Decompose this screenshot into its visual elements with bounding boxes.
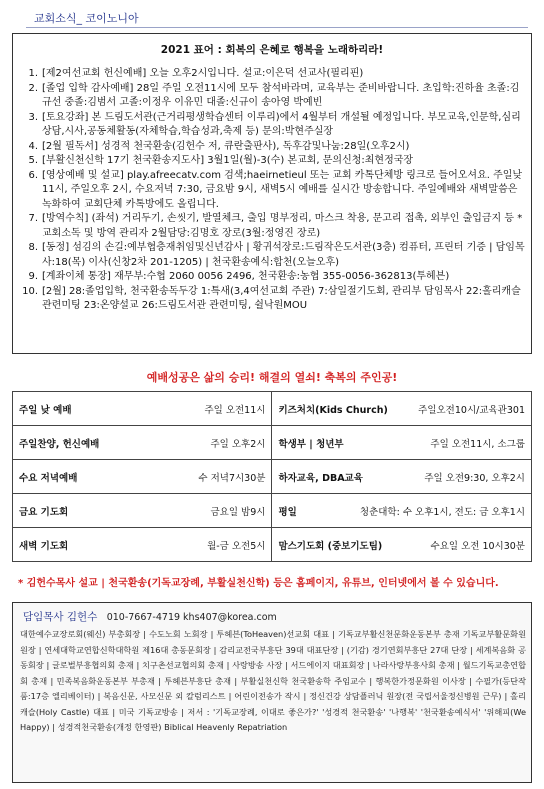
schedule-cell: 수요 저녁예배 수 저녁7시30분 bbox=[13, 460, 272, 494]
pastor-header bbox=[23, 609, 277, 624]
list-item: 8. [동정] 섬김의 손길:예부협층재취임및신년감사 | 황귀석장로:드림작은도서관(3층) 컴퓨터, 프린터 기증 | 담임목사:18(목) 이사(신창2차 201-1205) | 천국환송예식:합천(오늘오후) bbox=[28, 242, 525, 268]
schedule-cell: 평일 청춘대학: 수 오후1시, 전도: 금 오후1시 bbox=[272, 494, 532, 528]
list-item: 6. [영상예배 및 설교] play.afreecatv.com 검색;haeirnetieul 또는 교회 카톡단체방 링크로 들어오셔요. 주일낮 11시, 주일오후 2시, 수요저녁 7:30, 금요밤 9시, 새벽5시 예배를 실시간 방송합니다. 주일예배와 새벽말씀은 녹화하여 교회단체 카톡방에도 올립니다. bbox=[28, 169, 523, 210]
table-row bbox=[13, 494, 532, 528]
table-row bbox=[13, 460, 532, 494]
list-item: 4. [2월 필독서] 성경적 천국환송(김헌수 저, 큐란출판사), 독후감및나눔:28일(오후2시) bbox=[28, 140, 410, 152]
news-list bbox=[22, 67, 525, 314]
pastor-contact: 010-7667-4719 khs407@korea.com bbox=[106, 612, 277, 623]
schedule-cell: 주일 낮 예배 주일 오전11시 bbox=[13, 392, 272, 426]
list-item: 1. [제2여선교회 헌신예배] 오늘 오후2시입니다. 설교:이은덕 선교사(필리핀) bbox=[28, 68, 364, 79]
list-item: 5. [부활신천신학 17기 천국환송지도사] 3월1일(월)-3(수) 본교회, 문의신청:최현정국장 bbox=[28, 155, 414, 166]
schedule-cell: 맘스기도회 (중보기도팀) 수요일 오전 10시30분 bbox=[272, 528, 532, 562]
header-divider bbox=[26, 27, 528, 28]
table-row bbox=[13, 392, 532, 426]
pastor-profile-box bbox=[12, 602, 532, 783]
section-header: 교회소식_ 코이노니아 bbox=[34, 12, 139, 25]
worship-slogan: 예배성공은 삶의 승리! 해결의 열쇠! 축복의 주인공! bbox=[146, 371, 398, 384]
list-item: 7. [방역수칙] (좌석) 거리두기, 손씻기, 발열체크, 출입 명부정리, 마스크 착용, 문고리 접촉, 외부인 출입금지 등 *교회소독 및 방역 관리자 2월담당:김명호 장로(3월:정영진 장로) bbox=[28, 213, 523, 239]
worship-schedule-table bbox=[12, 391, 532, 562]
church-news-box bbox=[12, 33, 532, 354]
table-row bbox=[13, 528, 532, 562]
schedule-cell: 학생부 | 청년부 주일 오전11시, 소그룹 bbox=[272, 426, 532, 460]
pastor-bio: 대한예수교장로회(웨신) 부총회장 | 수도노회 노회장 | 투헤븐(ToHeaven)선교회 대표 | 기독교부활신천문화운동본부 총재 기독교부활문화원 원장 | 연세대학교연합신학대학원 제16대 총동문회장 | 감리교전국부흥단 39대 대표단장 | (기감) 경기연회부흥단 27대 단장 | 세계복음화 공동회장 | 글로벌부흥협의회 총재 | 치구촌선교협의회 총재 | 사랑방송 사장 | 서드에이지 대표회장 | 나라사랑부흥사회 총재 | 월드기독교총연합회 총재 | 민족복음화운동본부 부총재 | 투헤븐부흥단 총재 | 부활실천신학 천국환송학 주임교수 | 행복한가정문화원 이사장 | 수필가(등단작품:17층 엘리베이터) | 복음신문, 사모신문 외 칼럼리스트 | 어린이전송가 작시 | 정신건강 상담플러닉 원장(전 국립서울정신병원 근무) | 홀리캐슬(Holy Castle) 대표 | 미국 기독교방송 | 저서 : '기독교장례, 이대로 좋은가?' '성경적 천국환송' '나행복' '천국환송예식서' '위해피(We Happy) | 성경적천국환송(개정 한영판) Biblical Heavenly Repatriation bbox=[20, 629, 526, 732]
yearly-motto: 2021 표어 : 회복의 은혜로 행복을 노래하리라! bbox=[160, 44, 384, 56]
schedule-cell: 주일찬양, 헌신예배 주일 오후2시 bbox=[13, 426, 272, 460]
list-item: 3. [토요강좌] 본 드림도서관(근거리평생학습센터 이루리)에서 4월부터 개설될 예정입니다. 부모교육,인문학,심리상담,시사,공동체활동(자체학습,학습성과,축제 등) 문의:박현주실장 bbox=[28, 111, 521, 137]
schedule-cell: 새벽 기도회 월-금 오전5시 bbox=[13, 528, 272, 562]
list-item: 9. [계좌이체 통장] 재무부:수협 2060 0056 2496, 천국환송:농협 355-0056-362813(투헤븐) bbox=[28, 271, 450, 282]
schedule-cell: 키즈처치(Kids Church) 주일오전10시/교육관301 bbox=[272, 392, 532, 426]
table-row bbox=[13, 426, 532, 460]
list-item: 2. [졸업 입학 감사예배] 28일 주일 오전11시에 모두 참석바라며, 교육부는 준비바랍니다. 초입학:진하율 초졸:김규선 중졸:김범서 고졸:이정우 이유민 대졸:신규이 송아영 박예빈 bbox=[28, 82, 520, 108]
schedule-cell: 금요 기도회 금요일 밤9시 bbox=[13, 494, 272, 528]
schedule-cell: 하자교육, DBA교육 주일 오전9:30, 오후2시 bbox=[272, 460, 532, 494]
list-item: 10. [2월] 28:졸업입학, 천국환송독두강 1:특새(3,4여선교회 주관) 7:삼일절기도회, 관리부 담임목사 22:홀리캐슬 관련미팅 23:온양설교 26:드림도서관 관련미팅, 쉴낙원MOU bbox=[22, 285, 521, 311]
pastor-name: 담임목사 김헌수 bbox=[23, 611, 98, 623]
media-notice: * 김헌수목사 설교 | 천국환송(기독교장례, 부활실천신학) 등은 홈페이지, 유튜브, 인터넷에서 볼 수 있습니다. bbox=[18, 578, 499, 589]
